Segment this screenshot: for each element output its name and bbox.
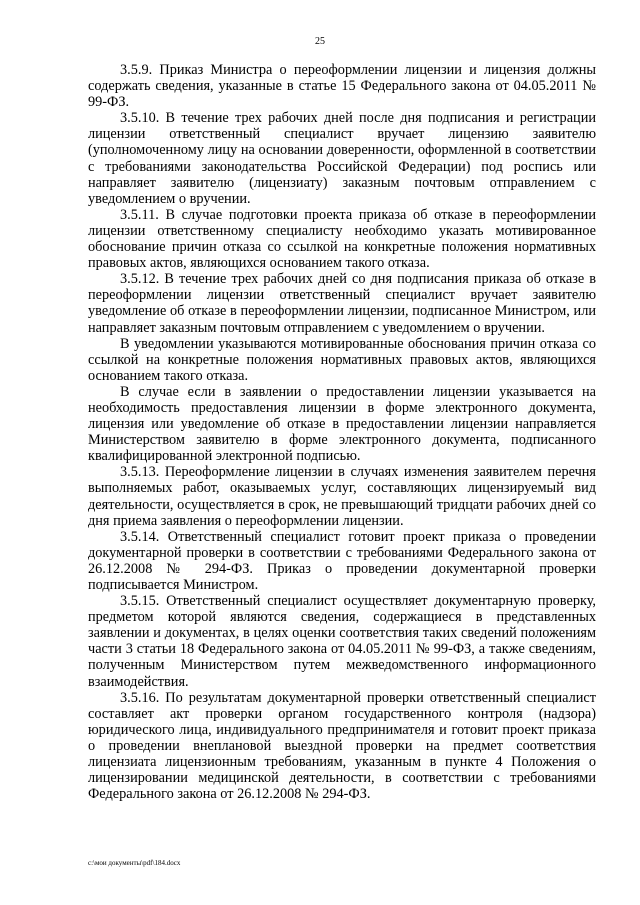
paragraph-3-5-14: 3.5.14. Ответственный специалист готовит проект приказа о проведении документарной проверки в соответствии с требованиями Федерального закона от 26.12.2008 № 294-ФЗ. Приказ о проведении документарной проверки подписывается Министром.	[88, 528, 596, 593]
paragraph-3-5-11: 3.5.11. В случае подготовки проекта приказа об отказе в переоформлении лицензии ответственному специалисту необходимо указать мотивированное обоснование причин отказа со ссылкой на конкретные положения нормативных правовых актов, являющихся основанием такого отказа.	[88, 206, 596, 272]
footer-file-path: c:\мои документы\pdf\184.docx	[88, 859, 181, 867]
document-body	[88, 62, 596, 802]
paragraph-electronic-document: В случае если в заявлении о предоставлении лицензии указывается на необходимость предоставления лицензии в форме электронного документа, лицензия или уведомление об отказе в предоставлении лицензии направляется Министерством заявителю в форме электронного документа, подписанного квалифицированной электронной подписью.	[88, 383, 596, 465]
paragraph-notification: В уведомлении указываются мотивированные обоснования причин отказа со ссылкой на конкретные положения нормативных правовых актов, являющихся основанием такого отказа.	[88, 335, 596, 384]
paragraph-3-5-12: 3.5.12. В течение трех рабочих дней со дня подписания приказа об отказе в переоформлении лицензии ответственный специалист вручает заявителю уведомление об отказе в переоформлении лицензии, подписанное Министром, или направляет заказным почтовым отправлением с уведомлением о вручении.	[88, 271, 596, 336]
paragraph-3-5-10: 3.5.10. В течение трех рабочих дней после дня подписания и регистрации лицензии ответственный специалист вручает лицензию заявителю (уполномоченному лицу на основании доверенности, оформленной в соответствии с требованиями законодательства Российской Федерации) под роспись или направляет заявителю (лицензиату) заказным почтовым отправлением с уведомлением о вручении.	[88, 110, 596, 207]
paragraph-3-5-15: 3.5.15. Ответственный специалист осуществляет документарную проверку, предметом которой являются сведения, содержащиеся в представленных заявлении и документах, в целях оценки соответствия таких сведений положениям части 3 статьи 18 Федерального закона от 04.05.2011 № 99-ФЗ, а также сведениям, полученным Министерством путем межведомственного информационного взаимодействия.	[88, 593, 596, 690]
paragraph-3-5-13: 3.5.13. Переоформление лицензии в случаях изменения заявителем перечня выполняемых работ, оказываемых услуг, составляющих лицензируемый вид деятельности, осуществляется в срок, не превышающий тридцати рабочих дней со дня приема заявления о переоформлении лицензии.	[88, 464, 596, 529]
paragraph-3-5-16: 3.5.16. По результатам документарной проверки ответственный специалист составляет акт проверки органом государственного контроля (надзора) юридического лица, индивидуального предпринимателя и готовит проект приказа о проведении внеплановой выездной проверки на предмет соответствия лицензиата лицензионным требованиям, указанным в пункте 4 Положения о лицензировании медицинской деятельности, в соответствии с требованиями Федерального закона от 26.12.2008 № 294-ФЗ.	[88, 689, 596, 803]
page-number: 25	[315, 36, 325, 47]
paragraph-3-5-9: 3.5.9. Приказ Министра о переоформлении лицензии и лицензия должны содержать сведения, указанные в статье 15 Федерального закона от 04.05.2011 № 99-ФЗ.	[88, 62, 596, 111]
